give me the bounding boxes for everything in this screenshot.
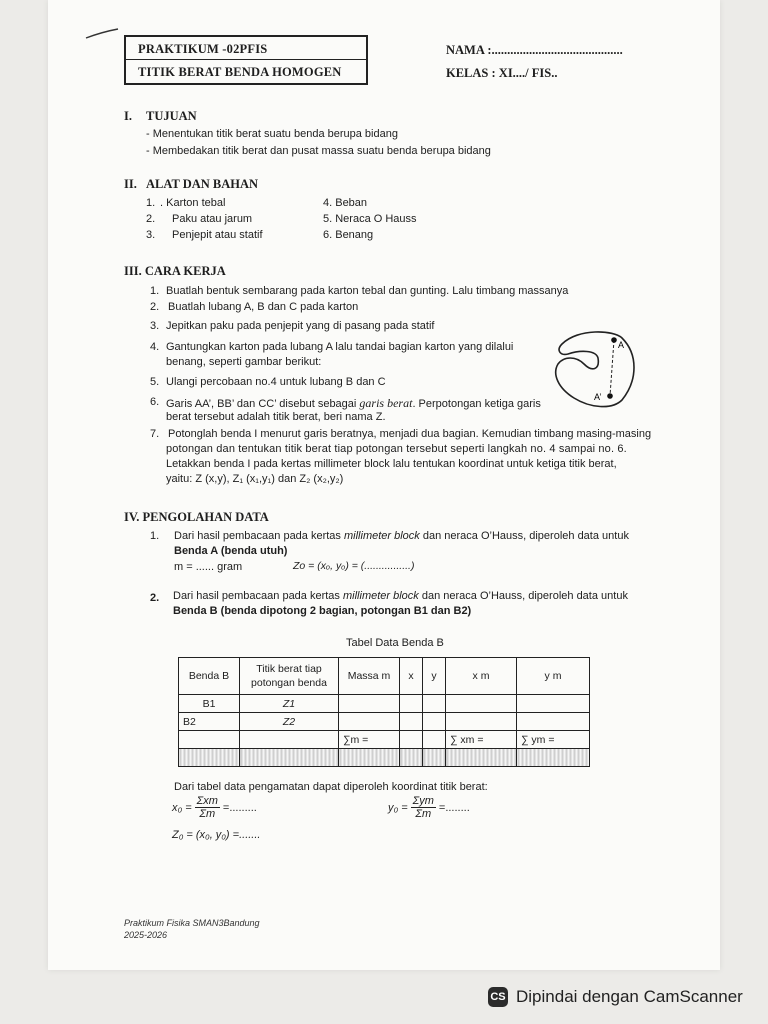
section-4-title: IV. PENGOLAHAN DATA — [124, 510, 269, 524]
step-6 — [166, 396, 541, 411]
cell-z2: Z2 — [240, 713, 339, 731]
data-table-b — [178, 657, 590, 767]
tool-3: Penjepit atau statif — [172, 229, 263, 241]
sum-ym: ∑ ym = — [517, 731, 590, 749]
practicum-subtitle: TITIK BERAT BENDA HOMOGEN — [138, 65, 342, 79]
x0-label: x₀ = — [172, 801, 192, 814]
zo-field: Zo = (xₒ, yₒ) = (................) — [293, 560, 415, 572]
formula-z0: Z₀ = (x₀, y₀) =....... — [172, 829, 261, 841]
object-b-label: Benda B (benda dipotong 2 bagian, potongan B1 dan B2) — [173, 605, 472, 617]
y0-denominator: Σm — [415, 808, 432, 820]
sum-xm: ∑ xm = — [446, 731, 517, 749]
x0-fraction — [195, 795, 220, 820]
data-2-number: 2. — [150, 592, 160, 604]
step-3: Jepitkan paku pada penjepit yang di pasang pada statif — [166, 320, 435, 332]
formula-intro: Dari tabel data pengamatan dapat diperoleh koordinat titik berat: — [174, 781, 488, 793]
step-6-part-a: Garis AA’, BB’ dan CC’ disebut sebagai — [166, 398, 357, 410]
step-4-number: 4. — [150, 341, 160, 353]
pen-mark — [82, 26, 122, 42]
mass-a-field: m = ...... gram — [174, 561, 243, 573]
table-empty-row — [179, 749, 590, 767]
table-row — [179, 695, 590, 713]
x0-numerator: Σxm — [196, 795, 218, 807]
header-x: x — [400, 658, 423, 695]
step-4: Gantungkan karton pada lubang A lalu tandai bagian karton yang dilalui — [166, 341, 514, 353]
objective-2: - Membedakan titik berat dan pusat massa suatu benda berupa bidang — [146, 145, 491, 157]
data-2-part-a: Dari hasil pembacaan pada kertas — [173, 590, 340, 602]
y0-numerator: Σym — [412, 795, 434, 807]
section-3-title: III. CARA KERJA — [124, 264, 226, 278]
tool-4: 4. Beban — [323, 197, 368, 209]
data-1-part-c: dan neraca O’Hauss, diperoleh data untuk — [422, 530, 629, 542]
step-7-line-2: potongan dan tentukan titik berat tiap potongan tersebut seperti langkah no. 4 sampai no. 6. — [166, 443, 627, 455]
data-1-italic: millimeter block — [344, 530, 420, 542]
figure-label-a-prime: A’ — [594, 392, 602, 402]
data-2-text — [173, 590, 628, 602]
object-a-label: Benda A (benda utuh) — [174, 545, 288, 557]
y0-label: y₀ = — [388, 801, 408, 814]
tool-2-number: 2. — [146, 213, 156, 225]
step-7-line-4: yaitu: Z (x,y), Z₁ (x₁,y₁) dan Z₂ (x₂,y₂) — [166, 473, 344, 485]
step-1: Buatlah bentuk sembarang pada karton tebal dan gunting. Lalu timbang massanya — [166, 285, 569, 297]
table-row — [179, 713, 590, 731]
tool-2: Paku atau jarum — [172, 213, 253, 225]
section-2-title: ALAT DAN BAHAN — [146, 177, 259, 191]
step-2: Buatlah lubang A, B dan C pada karton — [168, 301, 359, 313]
header-ym: y m — [517, 658, 590, 695]
footer-line-1: Praktikum Fisika SMAN3Bandung — [124, 918, 260, 928]
footer-line-2: 2025-2026 — [124, 930, 168, 940]
formula-y0 — [388, 795, 470, 820]
y0-fraction — [411, 795, 436, 820]
header-xm: x m — [446, 658, 517, 695]
header-object: Benda B — [179, 658, 240, 695]
header-y: y — [423, 658, 446, 695]
name-field: NAMA :.......................................... — [446, 43, 623, 57]
cell-b2: B2 — [179, 713, 240, 731]
section-2-number: II. — [124, 177, 137, 191]
section-1-title: TUJUAN — [146, 109, 197, 123]
class-field: KELAS : XI..../ FIS.. — [446, 66, 558, 80]
hanging-cardboard-figure — [548, 324, 648, 414]
camscanner-watermark — [488, 987, 743, 1007]
step-3-number: 3. — [150, 320, 160, 332]
objective-1: - Menentukan titik berat suatu benda berupa bidang — [146, 128, 398, 140]
table-caption: Tabel Data Benda B — [346, 637, 444, 649]
table-sum-row — [179, 731, 590, 749]
step-6-part-b: . Perpotongan ketiga garis — [412, 398, 541, 410]
data-1-text — [174, 530, 629, 542]
step-7-line-3: Letakkan benda I pada kertas millimeter block lalu tentukan koordinat untuk ketiga titik berat, — [166, 458, 617, 470]
header-center: Titik berat tiap potongan benda — [240, 658, 339, 695]
tool-1-number: 1. — [146, 197, 156, 209]
section-1-number: I. — [124, 109, 132, 123]
x0-value: =......... — [222, 801, 257, 814]
cell-z1: Z1 — [240, 695, 339, 713]
data-2-part-c: dan neraca O’Hauss, diperoleh data untuk — [421, 590, 628, 602]
step-6-italic: garis berat — [359, 396, 413, 410]
tool-5: 5. Neraca O Hauss — [323, 213, 417, 225]
tool-1: . Karton tebal — [160, 197, 226, 209]
step-4-cont: benang, seperti gambar berikut: — [166, 356, 322, 368]
data-1-number: 1. — [150, 530, 160, 542]
x0-denominator: Σm — [199, 808, 216, 820]
figure-label-a: A — [618, 340, 625, 350]
step-5-number: 5. — [150, 376, 160, 388]
step-6-number: 6. — [150, 396, 160, 408]
step-6-cont: berat tersebut adalah titik berat, beri nama Z. — [166, 411, 386, 423]
step-5: Ulangi percobaan no.4 untuk lubang B dan C — [166, 376, 386, 388]
tool-3-number: 3. — [146, 229, 156, 241]
practicum-title: PRAKTIKUM -02PFIS — [138, 42, 268, 56]
sum-m: ∑m = — [339, 731, 400, 749]
camscanner-text: Dipindai dengan CamScanner — [516, 987, 743, 1006]
formula-x0 — [172, 795, 257, 820]
data-2-italic: millimeter block — [343, 590, 419, 602]
camscanner-icon: CS — [488, 987, 508, 1007]
data-1-part-a: Dari hasil pembacaan pada kertas — [174, 530, 341, 542]
step-7-number: 7. — [150, 428, 160, 440]
table-header-row — [179, 658, 590, 695]
step-1-number: 1. — [150, 285, 160, 297]
title-box — [124, 35, 368, 85]
step-7: Potonglah benda I menurut garis beratnya, menjadi dua bagian. Kemudian timbang masing-masing — [168, 428, 652, 440]
y0-value: =........ — [438, 801, 470, 814]
header-mass: Massa m — [339, 658, 400, 695]
step-2-number: 2. — [150, 301, 160, 313]
cell-b1: B1 — [179, 695, 240, 713]
tool-6: 6. Benang — [323, 229, 374, 241]
